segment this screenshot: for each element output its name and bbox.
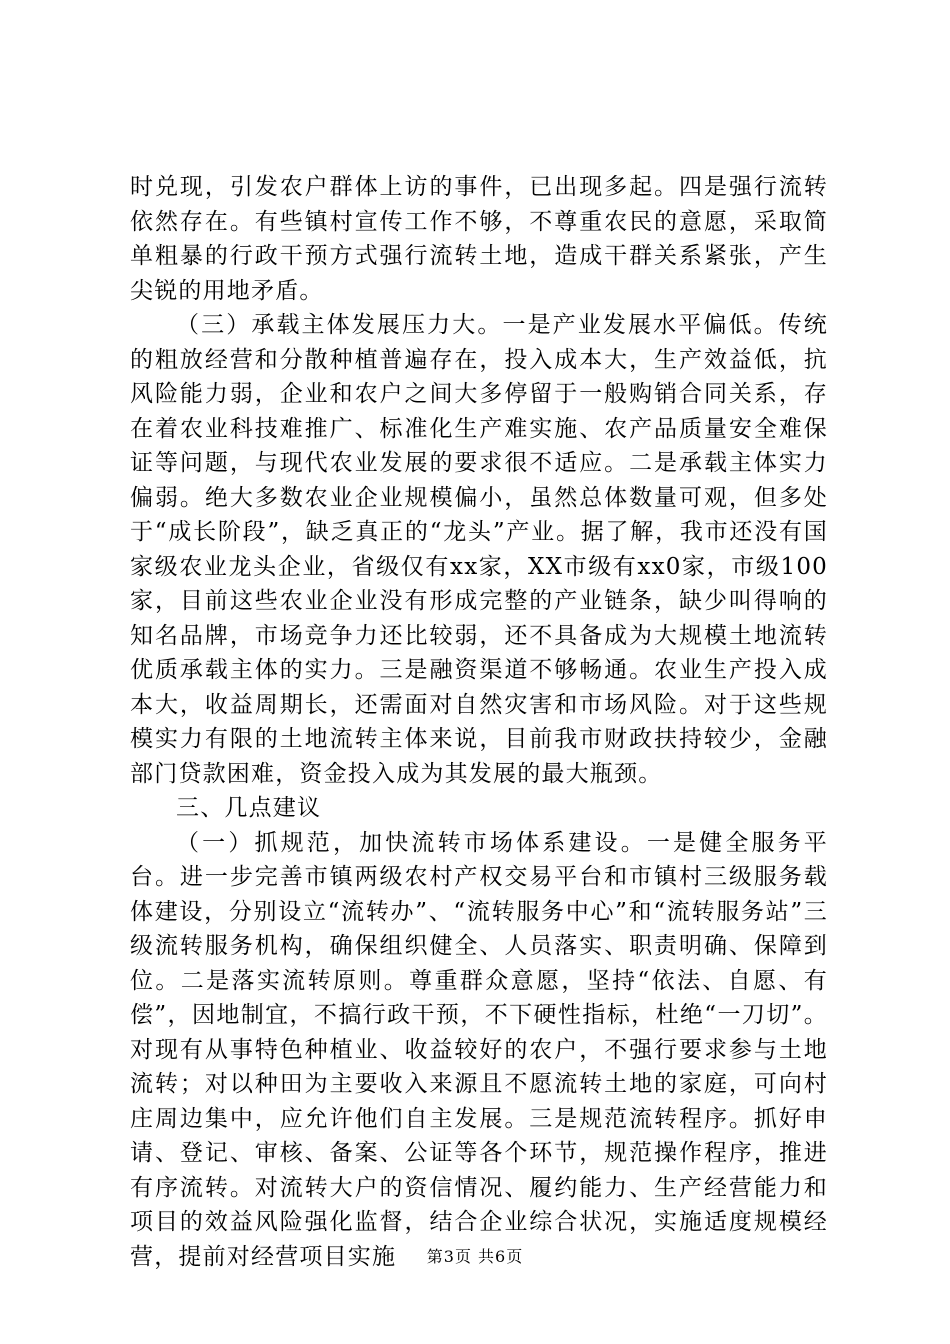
document-body [130,170,828,1274]
paragraph-continuation: 时兑现，引发农户群体上访的事件，已出现多起。四是强行流转依然存在。有些镇村宣传工作不够，不尊重农民的意愿，采取简单粗暴的行政干预方式强行流转土地，造成干群关系紧张，产生尖锐的用地矛盾。 [130,174,828,304]
section-heading-suggestions: 三、几点建议 [176,795,322,821]
paragraph-suggestion-one: （一）抓规范，加快流转市场体系建设。一是健全服务平台。进一步完善市镇两级农村产权交易平台和市镇村三级服务载体建设，分别设立“流转办”、“流转服务中心”和“流转服务站”三级流转服务机构，确保组织健全、人员落实、职责明确、保障到位。二是落实流转原则。尊重群众意愿，坚持“依法、自愿、有偿”，因地制宜，不搞行政干预，不下硬性指标，杜绝“一刀切”。对现有从事特色种植业、收益较好的农户，不强行要求参与土地流转；对以种田为主要收入来源且不愿流转土地的家庭，可向村庄周边集中，应允许他们自主发展。三是规范流转程序。抓好申请、登记、审核、备案、公证等各个环节，规范操作程序，推进有序流转。对流转大户的资信情况、履约能力、生产经营能力和项目的效益风险强化监督，结合企业综合状况，实施适度规模经营，提前对经营项目实施 [130,829,828,1270]
paragraph-section-three: （三）承载主体发展压力大。一是产业发展水平偏低。传统的粗放经营和分散种植普遍存在，投入成本大，生产效益低，抗风险能力弱，企业和农户之间大多停留于一般购销合同关系，存在着农业科技难推广、标准化生产难实施、农产品质量安全难保证等问题，与现代农业发展的要求很不适应。二是承载主体实力偏弱。绝大多数农业企业规模偏小，虽然总体数量可观，但多处于“成长阶段”，缺乏真正的“龙头”产业。据了解，我市还没有国家级农业龙头企业，省级仅有xx家，XX市级有xx0家，市级100家，目前这些农业企业没有形成完整的产业链条，缺少叫得响的知名品牌，市场竞争力还比较弱，还不具备成为大规模土地流转优质承载主体的实力。三是融资渠道不够畅通。农业生产投入成本大，收益周期长，还需面对自然灾害和市场风险。对于这些规模实力有限的土地流转主体来说，目前我市财政扶持较少，金融部门贷款困难，资金投入成为其发展的最大瓶颈。 [130,312,828,787]
page-number-footer: 第3页 共6页 [426,1247,524,1266]
